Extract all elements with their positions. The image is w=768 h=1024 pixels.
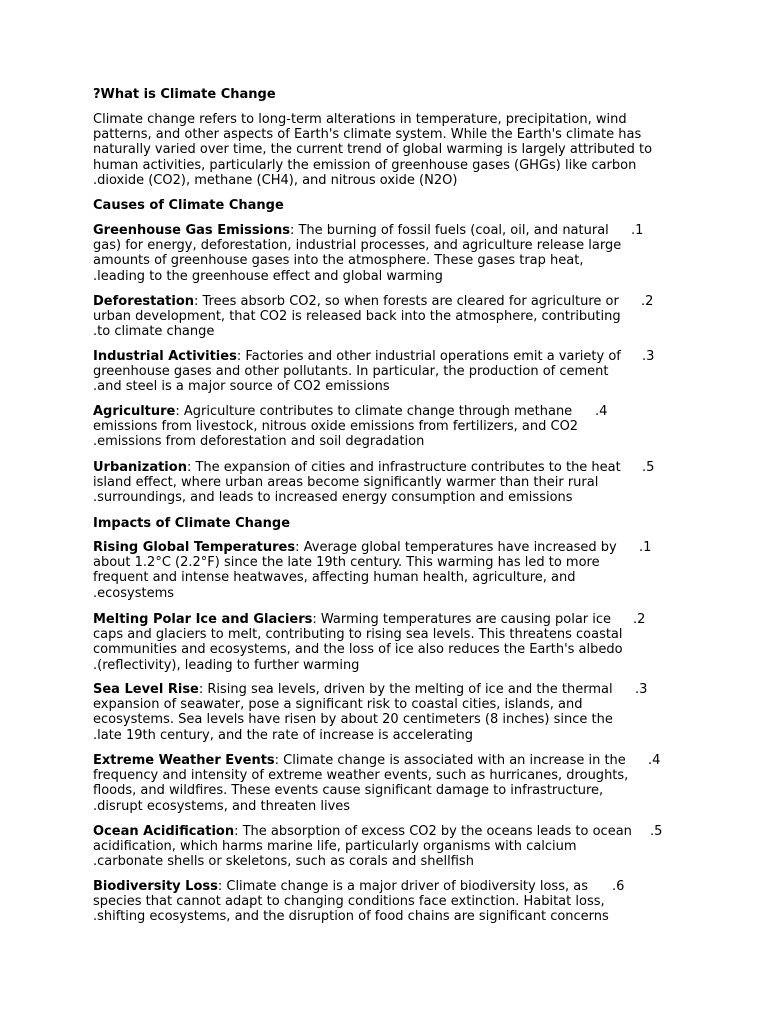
impact-text: : Average global temperatures have increased by — [295, 540, 617, 555]
cause-line: .and steel is a major source of CO2 emissions — [93, 379, 390, 395]
impact-line: frequency and intensity of extreme weather events, such as hurricanes, droughts, — [93, 768, 629, 784]
impact-line: caps and glaciers to melt, contributing to rising sea levels. This threatens coastal — [93, 627, 623, 643]
impact-text: : Rising sea levels, driven by the melting of ice and the thermal — [198, 682, 613, 697]
impact-text: : Climate change is associated with an increase in the — [274, 753, 626, 768]
impact-line: floods, and wildfires. These events cause significant damage to infrastructure, — [93, 783, 604, 799]
cause-text: : Agriculture contributes to climate change through methane — [175, 404, 573, 419]
cause-line: .to climate change — [93, 324, 215, 340]
impact-line: .late 19th century, and the rate of increase is accelerating — [93, 727, 474, 743]
cause-text: : Trees absorb CO2, so when forests are cleared for agriculture or — [194, 294, 619, 309]
impact-term: Ocean Acidification — [93, 824, 235, 839]
impact-item — [93, 753, 661, 814]
impact-item — [93, 540, 652, 601]
cause-line: amounts of greenhouse gases into the atmosphere. These gases trap heat, — [93, 253, 584, 269]
cause-line: greenhouse gases and other pollutants. In particular, the production of cement — [93, 364, 609, 380]
impact-line: .ecosystems — [93, 585, 175, 601]
causes-heading: Causes of Climate Change — [93, 198, 284, 213]
impact-term: Melting Polar Ice and Glaciers — [93, 612, 313, 627]
impact-line: communities and ecosystems, and the loss of ice also reduces the Earth's albedo — [93, 642, 623, 658]
intro-line: .dioxide (CO2), methane (CH4), and nitrous oxide (N2O) — [93, 172, 458, 188]
cause-item — [93, 349, 655, 395]
cause-term: Industrial Activities — [93, 349, 237, 364]
impact-line: .carbonate shells or skeletons, such as corals and shellfish — [93, 854, 474, 870]
list-number: .4 — [648, 753, 661, 768]
intro-paragraph — [93, 112, 653, 188]
cause-item — [93, 294, 654, 340]
list-number: .5 — [642, 460, 655, 475]
intro-line: Climate change refers to long-term alterations in temperature, precipitation, wind — [93, 112, 627, 127]
impact-item — [93, 879, 638, 925]
cause-term: Urbanization — [93, 460, 187, 475]
cause-line: .emissions from deforestation and soil degradation — [93, 434, 425, 450]
causes-heading-block — [93, 198, 638, 213]
impact-line: acidification, which harms marine life, particularly organisms with calcium — [93, 839, 577, 855]
intro-line: patterns, and other aspects of Earth's climate system. While the Earth's climate has — [93, 127, 642, 143]
list-number: .4 — [595, 404, 608, 419]
impact-text: : Warming temperatures are causing polar ice — [312, 612, 612, 627]
impact-line: .(reflectivity), leading to further warming — [93, 657, 360, 673]
impact-line: .disrupt ecosystems, and threaten lives — [93, 798, 351, 814]
impacts-heading: Impacts of Climate Change — [93, 516, 291, 531]
list-number: .3 — [642, 349, 655, 364]
cause-term: Deforestation — [93, 294, 195, 309]
list-number: .2 — [641, 294, 654, 309]
impact-line: expansion of seawater, pose a significant risk to coastal cities, islands, and — [93, 697, 583, 713]
impact-term: Rising Global Temperatures — [93, 540, 296, 555]
cause-item — [93, 460, 655, 506]
cause-item — [93, 223, 644, 284]
impact-line: species that cannot adapt to changing conditions face extinction. Habitat loss, — [93, 894, 605, 910]
impact-line: frequent and intense heatwaves, affecting human health, agriculture, and — [93, 570, 576, 586]
cause-line: gas) for energy, deforestation, industrial processes, and agriculture release large — [93, 238, 622, 254]
impact-item — [93, 682, 648, 743]
cause-term: Agriculture — [93, 404, 176, 419]
cause-line: urban development, that CO2 is released back into the atmosphere, contributing — [93, 309, 621, 325]
list-number: .5 — [650, 824, 663, 839]
list-number: .6 — [612, 879, 625, 894]
cause-text: : The burning of fossil fuels (coal, oil, and natural — [289, 223, 609, 238]
impact-item — [93, 612, 646, 673]
document-title: ?What is Climate Change — [93, 87, 276, 102]
impact-line: ecosystems. Sea levels have risen by about 20 centimeters (8 inches) since the — [93, 712, 613, 728]
impact-term: Biodiversity Loss — [93, 879, 218, 894]
list-number: .2 — [633, 612, 646, 627]
intro-line: naturally varied over time, the current trend of global warming is largely attributed to — [93, 142, 653, 158]
cause-line: .leading to the greenhouse effect and global warming — [93, 268, 443, 284]
cause-line: island effect, where urban areas become significantly warmer than their rural — [93, 475, 599, 491]
impact-term: Extreme Weather Events — [93, 753, 275, 768]
cause-line: .surroundings, and leads to increased energy consumption and emissions — [93, 490, 573, 506]
document-title-block — [93, 87, 638, 102]
impact-line: about 1.2°C (2.2°F) since the late 19th century. This warming has led to more — [93, 555, 600, 571]
list-number: .3 — [635, 682, 648, 697]
intro-line: human activities, particularly the emission of greenhouse gases (GHGs) like carbon — [93, 157, 637, 173]
cause-term: Greenhouse Gas Emissions — [93, 223, 290, 238]
impact-item — [93, 824, 663, 870]
impact-text: : Climate change is a major driver of biodiversity loss, as — [217, 879, 588, 894]
impact-text: : The absorption of excess CO2 by the oceans leads to ocean — [234, 824, 632, 839]
cause-line: emissions from livestock, nitrous oxide emissions from fertilizers, and CO2 — [93, 419, 579, 435]
impact-term: Sea Level Rise — [93, 682, 199, 697]
list-number: .1 — [639, 540, 652, 555]
impacts-heading-block — [93, 516, 638, 531]
cause-text: : Factories and other industrial operations emit a variety of — [236, 349, 621, 364]
impact-line: .shifting ecosystems, and the disruption of food chains are significant concerns — [93, 909, 609, 925]
list-number: .1 — [631, 223, 644, 238]
cause-item — [93, 404, 638, 450]
cause-text: : The expansion of cities and infrastructure contributes to the heat — [186, 460, 621, 475]
